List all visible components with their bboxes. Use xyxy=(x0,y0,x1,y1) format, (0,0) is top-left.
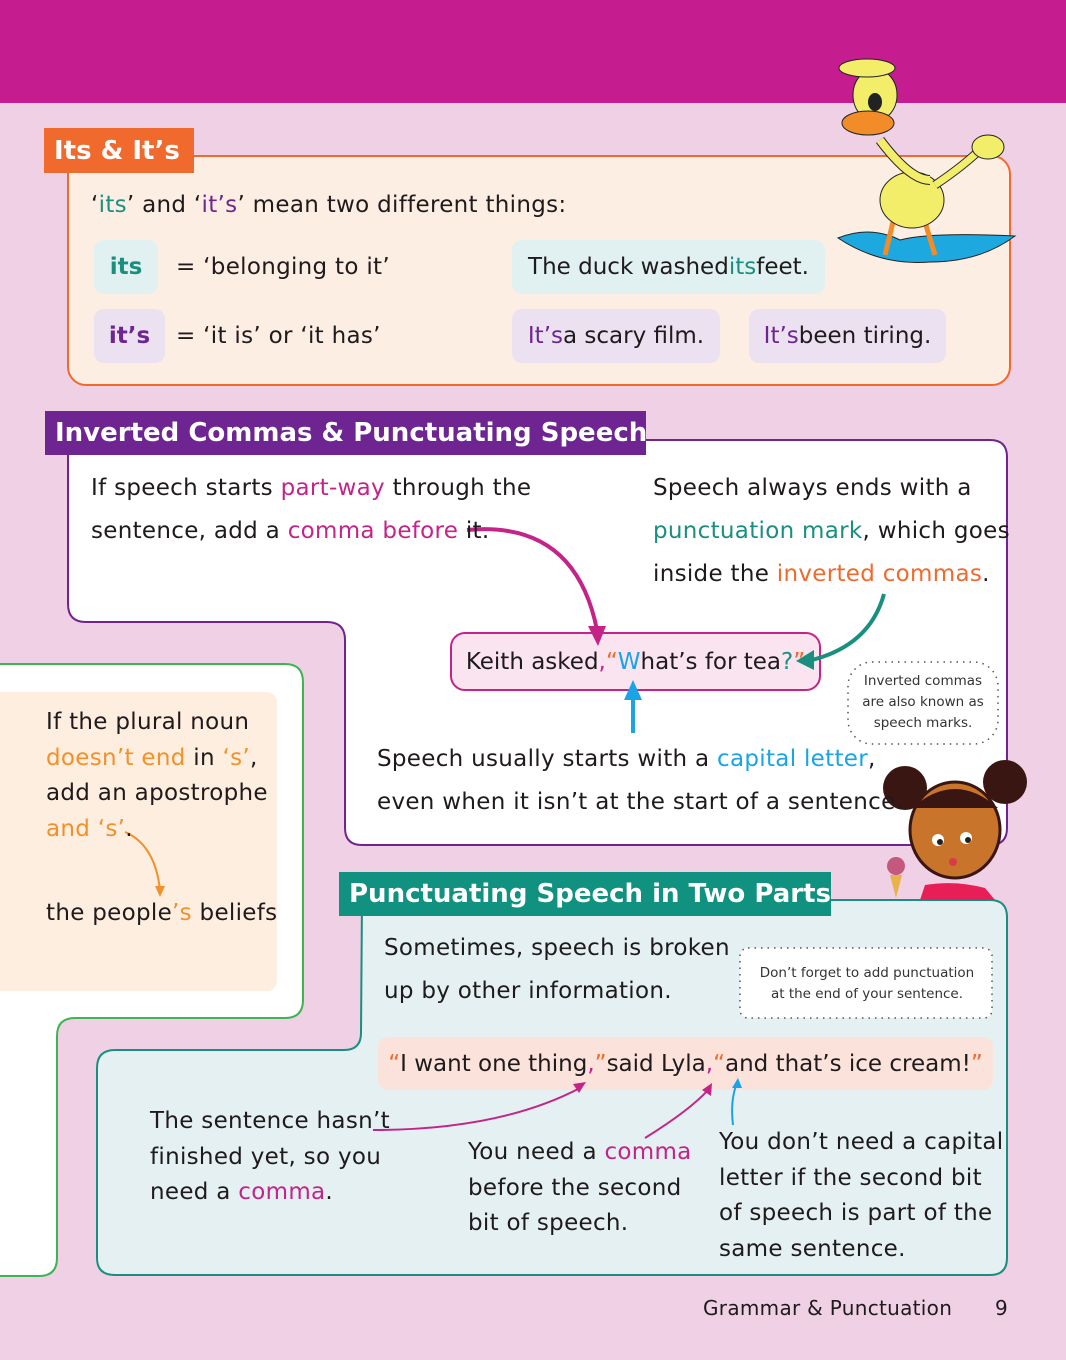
lyla-example: “ I want one thing , ” said Lyla , “ and that’s ice cream! ” xyxy=(388,1050,983,1077)
keith-example: Keith asked , “ W hat’s for tea ? ” xyxy=(465,648,806,675)
its-word: its xyxy=(109,254,143,280)
speech-heading: Inverted Commas & Punctuating Speech xyxy=(45,411,646,455)
two-parts-heading: Punctuating Speech in Two Parts xyxy=(339,872,831,916)
two-parts-note-1: The sentence hasn’t finished yet, so you need a comma. xyxy=(150,1108,390,1205)
duck-example: The duck washed its feet. xyxy=(528,254,809,280)
itss-word: it’s xyxy=(108,323,151,349)
two-parts-note-3: You don’t need a capital letter if the second bit of speech is part of the same sentence. xyxy=(719,1129,1004,1262)
two-parts-intro: Sometimes, speech is broken up by other information. xyxy=(384,935,730,1004)
plural-note: If the plural noun doesn’t end in ‘s’, add an apostrophe and ‘s’. xyxy=(46,709,268,842)
two-parts-note-2: You need a comma before the second bit of speech. xyxy=(468,1139,692,1236)
speech-marks-aside: Inverted commas are also known as speech marks. xyxy=(862,673,984,731)
itss-meaning: = ‘it is’ or ‘it has’ xyxy=(176,323,381,349)
its-heading: Its & It’s xyxy=(44,128,194,173)
its-intro: ‘its’ and ‘it’s’ mean two different things: xyxy=(91,192,567,218)
speech-bottom-note: Speech usually starts with a capital letter, even when it isn’t at the start of a sentence. xyxy=(377,746,904,815)
footer-title: Grammar & Punctuation xyxy=(703,1296,953,1320)
tiring-example: It’s been tiring. xyxy=(763,323,932,349)
its-meaning: = ‘belonging to it’ xyxy=(176,254,390,280)
film-example: It’s a scary film. xyxy=(527,323,705,349)
punctuation-aside: Don’t forget to add punctuation at the end of your sentence. xyxy=(759,965,975,1002)
plural-example: the people’s beliefs xyxy=(46,900,278,926)
speech-left-note: If speech starts part-way through the sentence, add a comma before it. xyxy=(91,475,532,544)
speech-right-note: Speech always ends with a punctuation mark, which goes inside the inverted commas. xyxy=(653,475,1010,587)
page-number: 9 xyxy=(995,1296,1009,1320)
